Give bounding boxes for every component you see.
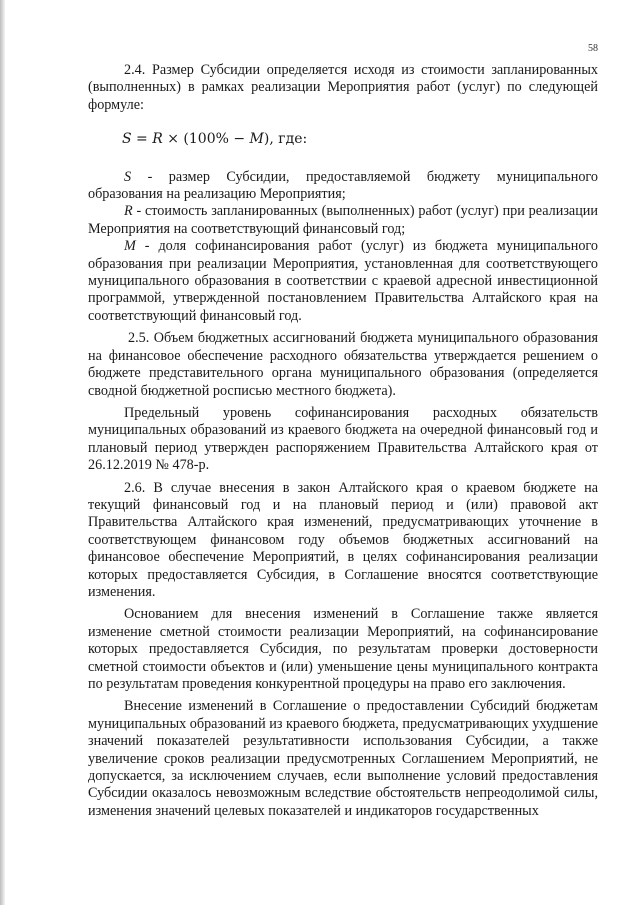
definition-r-symbol: R (124, 203, 133, 220)
definition-s (88, 169, 598, 204)
definition-m (88, 238, 598, 325)
document-body (88, 62, 598, 820)
formula-close: ), где: (263, 131, 308, 148)
grounds-for-changes-paragraph: Основанием для внесения изменений в Соглашение также является изменение сметной стоимости реализации Мероприятий, на софинансирование которых предоставляется Субсидия, по результатам проверки достоверности сметной стоимости объектов и (или) уменьшение цены муниципального контракта по результатам проведения конкурентной процедуры на право его заключения. (88, 606, 598, 692)
formula-r: R (152, 131, 163, 148)
formula-eq: = (131, 131, 153, 148)
definition-s-symbol: S (124, 168, 132, 185)
page-number: 58 (588, 43, 598, 54)
definition-m-symbol: M (124, 238, 136, 255)
formula-times: × (100% − (162, 131, 250, 148)
definition-r-text: - стоимость запланированных (выполненных) работ (услуг) при реализации Мероприятия на соответствующий финансовый год; (88, 203, 598, 237)
formula-m: M (249, 131, 264, 148)
formula-s: S (122, 131, 132, 148)
section-2-6-paragraph: 2.6. В случае внесения в закон Алтайского края о краевом бюджете на текущий финансовый год и на плановый период и (или) правовой акт Правительства Алтайского края изменений, предусматривающих уточнение в соответствующем финансовом году объемов бюджетных ассигнований на финансовое обеспечение Мероприятий, в целях софинансирования реализации которых предоставляется Субсидия, в Соглашение вносятся соответствующие изменения. (88, 479, 598, 600)
section-2-4-intro: 2.4. Размер Субсидии определяется исходя из стоимости запланированных (выполненных) в рамках реализации Мероприятия работ (услуг) по следующей формуле: (88, 62, 598, 113)
section-2-5-paragraph: 2.5. Объем бюджетных ассигнований бюджета муниципального образования на финансовое обеспечение расходного обязательства утверждается решением о бюджете представительного органа муниципального образования (определяется сводной бюджетной росписью местного бюджета). (88, 330, 598, 399)
subsidy-formula (122, 131, 598, 148)
definition-r (88, 203, 598, 238)
definition-s-text: - размер Субсидии, предоставляемой бюджету муниципального образования на реализацию Мероприятия; (88, 168, 598, 203)
cofinancing-limit-paragraph: Предельный уровень софинансирования расходных обязательств муниципальных образований из краевого бюджета на очередной финансовый год и плановый период утвержден распоряжением Правительства Алтайского края от 26.12.2019 № 478-р. (88, 404, 598, 474)
scan-edge-shadow (0, 0, 5, 905)
amendment-restrictions-paragraph: Внесение изменений в Соглашение о предоставлении Субсидий бюджетам муниципальных образований из краевого бюджета, предусматривающих ухудшение значений показателей результативности использования Субсидии, а также увеличение сроков реализации предусмотренных Соглашением Мероприятий, не допускается, за исключением случаев, если выполнение условий предоставления Субсидии оказалось невозможным вследствие обстоятельств непреодолимой силы, изменения значений целевых показателей и индикаторов государственных (88, 698, 598, 819)
definition-m-text: - доля софинансирования работ (услуг) из бюджета муниципального образования при реализации Мероприятия, установленная для соответствующего муниципального образования в соответствии с краевой адресной инвестиционной программой, утвержденной постановлением Правительства Алтайского края на соответствующий финансовый год. (88, 238, 598, 324)
